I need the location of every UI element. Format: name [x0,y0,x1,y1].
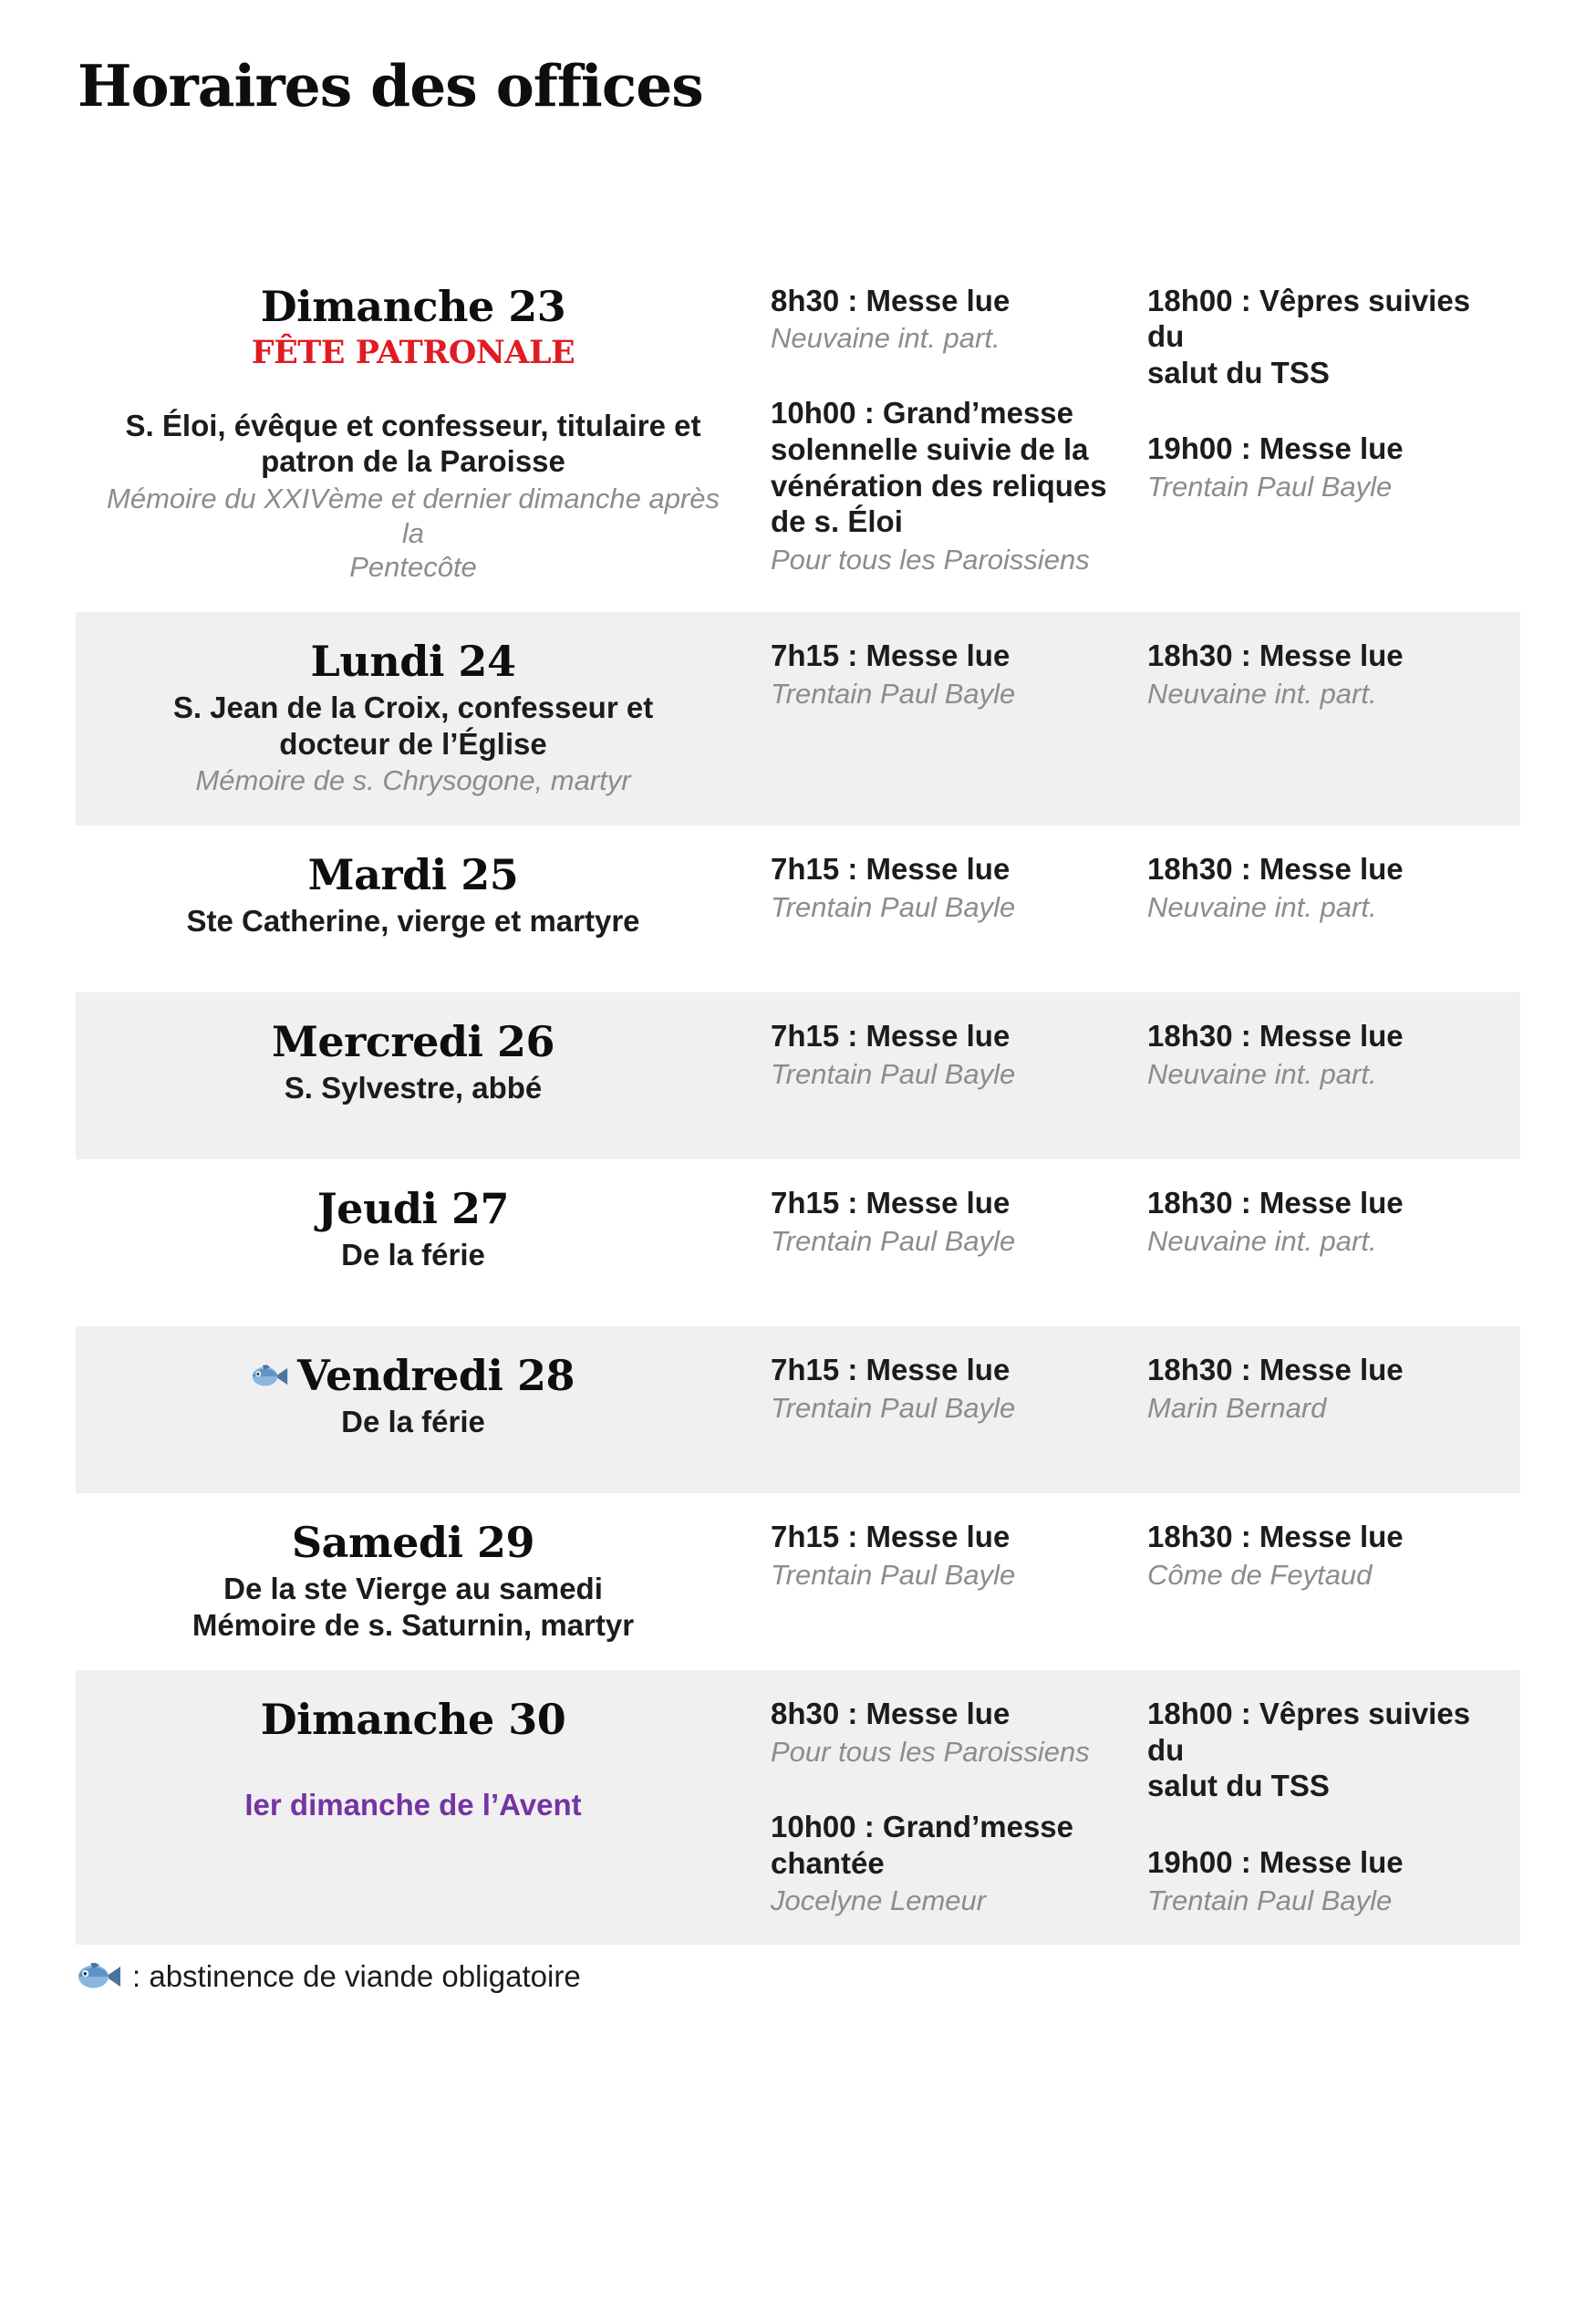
day-description-line: De la ste Vierge au samedi [223,1572,603,1605]
fish-icon [78,1960,121,1993]
day-cell [76,1352,771,1466]
mass-entry [771,283,1122,356]
fish-icon [78,1960,121,1993]
day-title-wrap [92,638,734,686]
mass-entry [771,1809,1122,1917]
day-title-wrap [92,1352,734,1400]
mass-intention: Trentain Paul Bayle [771,1558,1016,1591]
mass-time: 7h15 : Messe lue [771,1019,1010,1054]
evening-masses-cell [1147,1519,1520,1643]
schedule-row [76,612,1520,825]
mass-intention: Jocelyne Lemeur [771,1884,987,1917]
mass-time: vénération des reliques [771,468,1107,503]
mass-time: 18h30 : Messe lue [1147,638,1404,673]
mass-time: 8h30 : Messe lue [771,1697,1010,1731]
mass-entry [771,395,1122,576]
mass-entry [1147,1185,1495,1258]
day-title-wrap [92,283,734,331]
day-description [92,690,734,762]
morning-masses-cell [771,1519,1147,1643]
mass-entry [771,1352,1122,1425]
day-cell [76,638,771,798]
day-title: Dimanche 30 [260,1695,566,1745]
day-memorial-line: Mémoire du XXIVème et dernier dimanche après la [107,482,720,549]
fish-icon [252,1363,288,1390]
schedule-row [76,825,1520,992]
footnote [78,1959,1596,1994]
day-description-line: patron de la Paroisse [261,444,565,479]
day-cell [76,1018,771,1132]
day-description-line: S. Jean de la Croix, confesseur et [172,690,654,725]
day-memorial [92,482,734,585]
mass-intention: Neuvaine int. part. [1147,677,1377,710]
mass-time: chantée [771,1845,885,1880]
evening-masses-cell [1147,1185,1520,1299]
evening-masses-cell [1147,1018,1520,1132]
mass-entry [1147,1844,1495,1917]
mass-intention: Trentain Paul Bayle [771,677,1016,710]
morning-masses-cell [771,1696,1147,1917]
mass-time: 10h00 : Grand’messe [771,396,1073,431]
mass-time: 7h15 : Messe lue [771,1520,1010,1554]
day-description-line: S. Sylvestre, abbé [284,1071,543,1105]
mass-entry [771,851,1122,924]
mass-time: 18h30 : Messe lue [1147,1353,1404,1387]
morning-masses-cell [771,1185,1147,1299]
mass-entry [771,1018,1122,1091]
mass-time: 19h00 : Messe lue [1147,431,1404,466]
schedule-row [76,1326,1520,1493]
day-title: Samedi 29 [291,1518,535,1568]
mass-time: salut du TSS [1147,1769,1330,1803]
mass-time: salut du TSS [1147,355,1330,389]
mass-time: 18h30 : Messe lue [1147,1520,1404,1554]
mass-time: 8h30 : Messe lue [771,283,1010,317]
mass-intention: Trentain Paul Bayle [771,1224,1016,1257]
day-cell [76,1519,771,1643]
mass-time: 7h15 : Messe lue [771,1353,1010,1387]
mass-entry [1147,638,1495,711]
evening-masses-cell [1147,851,1520,965]
day-memorial-line: Pentecôte [349,551,477,584]
mass-intention: Neuvaine int. part. [1147,1224,1377,1257]
day-description [92,903,734,939]
day-title: Mercredi 26 [271,1017,555,1067]
day-description-line: docteur de l’Église [279,726,547,761]
day-description-line: Mémoire de s. Saturnin, martyr [192,1607,635,1642]
day-description [92,1237,734,1273]
mass-entry [771,638,1122,711]
fish-icon [252,1363,288,1390]
day-cell [76,1696,771,1917]
mass-intention: Trentain Paul Bayle [1147,471,1393,503]
day-description [92,1070,734,1106]
mass-entry [771,1185,1122,1258]
day-memorial-line: Mémoire de s. Chrysogone, martyr [195,764,631,797]
evening-masses-cell [1147,638,1520,798]
mass-entry [1147,283,1495,391]
mass-time: solennelle suivie de la [771,432,1089,467]
day-title: Vendredi 28 [296,1351,575,1401]
morning-masses-cell [771,1352,1147,1466]
day-title: Mardi 25 [307,850,519,900]
footnote-text: : abstinence de viande obligatoire [132,1959,581,1994]
mass-intention: Trentain Paul Bayle [771,1057,1016,1090]
mass-time: 18h30 : Messe lue [1147,852,1404,887]
page-title: Horaires des offices [78,52,703,119]
evening-masses-cell [1147,283,1520,586]
bulletin-page [0,53,1596,1994]
mass-intention: Côme de Feytaud [1147,1558,1373,1591]
mass-intention: Trentain Paul Bayle [771,1391,1016,1424]
schedule-row [76,257,1520,613]
schedule-row [76,992,1520,1159]
day-title-wrap [92,1185,734,1233]
day-title: Lundi 24 [310,637,516,687]
day-description [92,1571,734,1643]
mass-entry [1147,851,1495,924]
mass-time: 18h30 : Messe lue [1147,1186,1404,1220]
morning-masses-cell [771,1018,1147,1132]
mass-entry [771,1696,1122,1769]
mass-intention: Trentain Paul Bayle [1147,1884,1393,1916]
day-description-line: De la férie [341,1405,485,1438]
mass-intention: Neuvaine int. part. [1147,890,1377,923]
mass-intention: Neuvaine int. part. [771,322,1000,355]
day-description [92,1404,734,1440]
mass-time: 18h00 : Vêpres suivies du [1147,283,1471,354]
evening-masses-cell [1147,1696,1520,1917]
morning-masses-cell [771,638,1147,798]
day-description-line: S. Éloi, évêque et confesseur, titulaire et [125,408,701,442]
mass-time: 7h15 : Messe lue [771,638,1010,673]
mass-time: 18h30 : Messe lue [1147,1019,1404,1054]
day-note: Ier dimanche de l’Avent [244,1788,582,1822]
day-title-wrap [92,851,734,899]
day-title: Dimanche 23 [260,281,566,331]
mass-intention: Pour tous les Paroissiens [771,543,1090,576]
day-cell [76,283,771,586]
mass-time: 7h15 : Messe lue [771,852,1010,887]
schedule-table [76,257,1520,1946]
day-note: FÊTE PATRONALE [251,333,575,371]
mass-entry [771,1519,1122,1592]
day-cell [76,1185,771,1299]
day-title-wrap [92,1018,734,1066]
mass-intention: Neuvaine int. part. [1147,1057,1377,1090]
day-memorial [92,763,734,798]
morning-masses-cell [771,283,1147,586]
morning-masses-cell [771,851,1147,965]
mass-time: 7h15 : Messe lue [771,1186,1010,1220]
mass-entry [1147,431,1495,503]
mass-time: 10h00 : Grand’messe [771,1809,1073,1843]
day-title: Jeudi 27 [316,1184,510,1234]
mass-time: 19h00 : Messe lue [1147,1844,1404,1879]
mass-entry [1147,1519,1495,1592]
schedule-row [76,1493,1520,1670]
day-description-line: Ste Catherine, vierge et martyre [186,904,640,938]
mass-entry [1147,1352,1495,1425]
mass-intention: Trentain Paul Bayle [771,890,1016,923]
mass-time: de s. Éloi [771,504,903,539]
mass-intention: Pour tous les Paroissiens [771,1735,1090,1768]
day-title-wrap [92,1696,734,1744]
mass-intention: Marin Bernard [1147,1391,1327,1424]
day-title-wrap [92,1519,734,1567]
mass-entry [1147,1018,1495,1091]
schedule-row [76,1159,1520,1326]
evening-masses-cell [1147,1352,1520,1466]
day-cell [76,851,771,965]
day-description [92,408,734,480]
day-description-line: De la férie [341,1238,485,1272]
mass-entry [1147,1696,1495,1804]
mass-time: 18h00 : Vêpres suivies du [1147,1697,1471,1767]
schedule-row [76,1670,1520,1945]
